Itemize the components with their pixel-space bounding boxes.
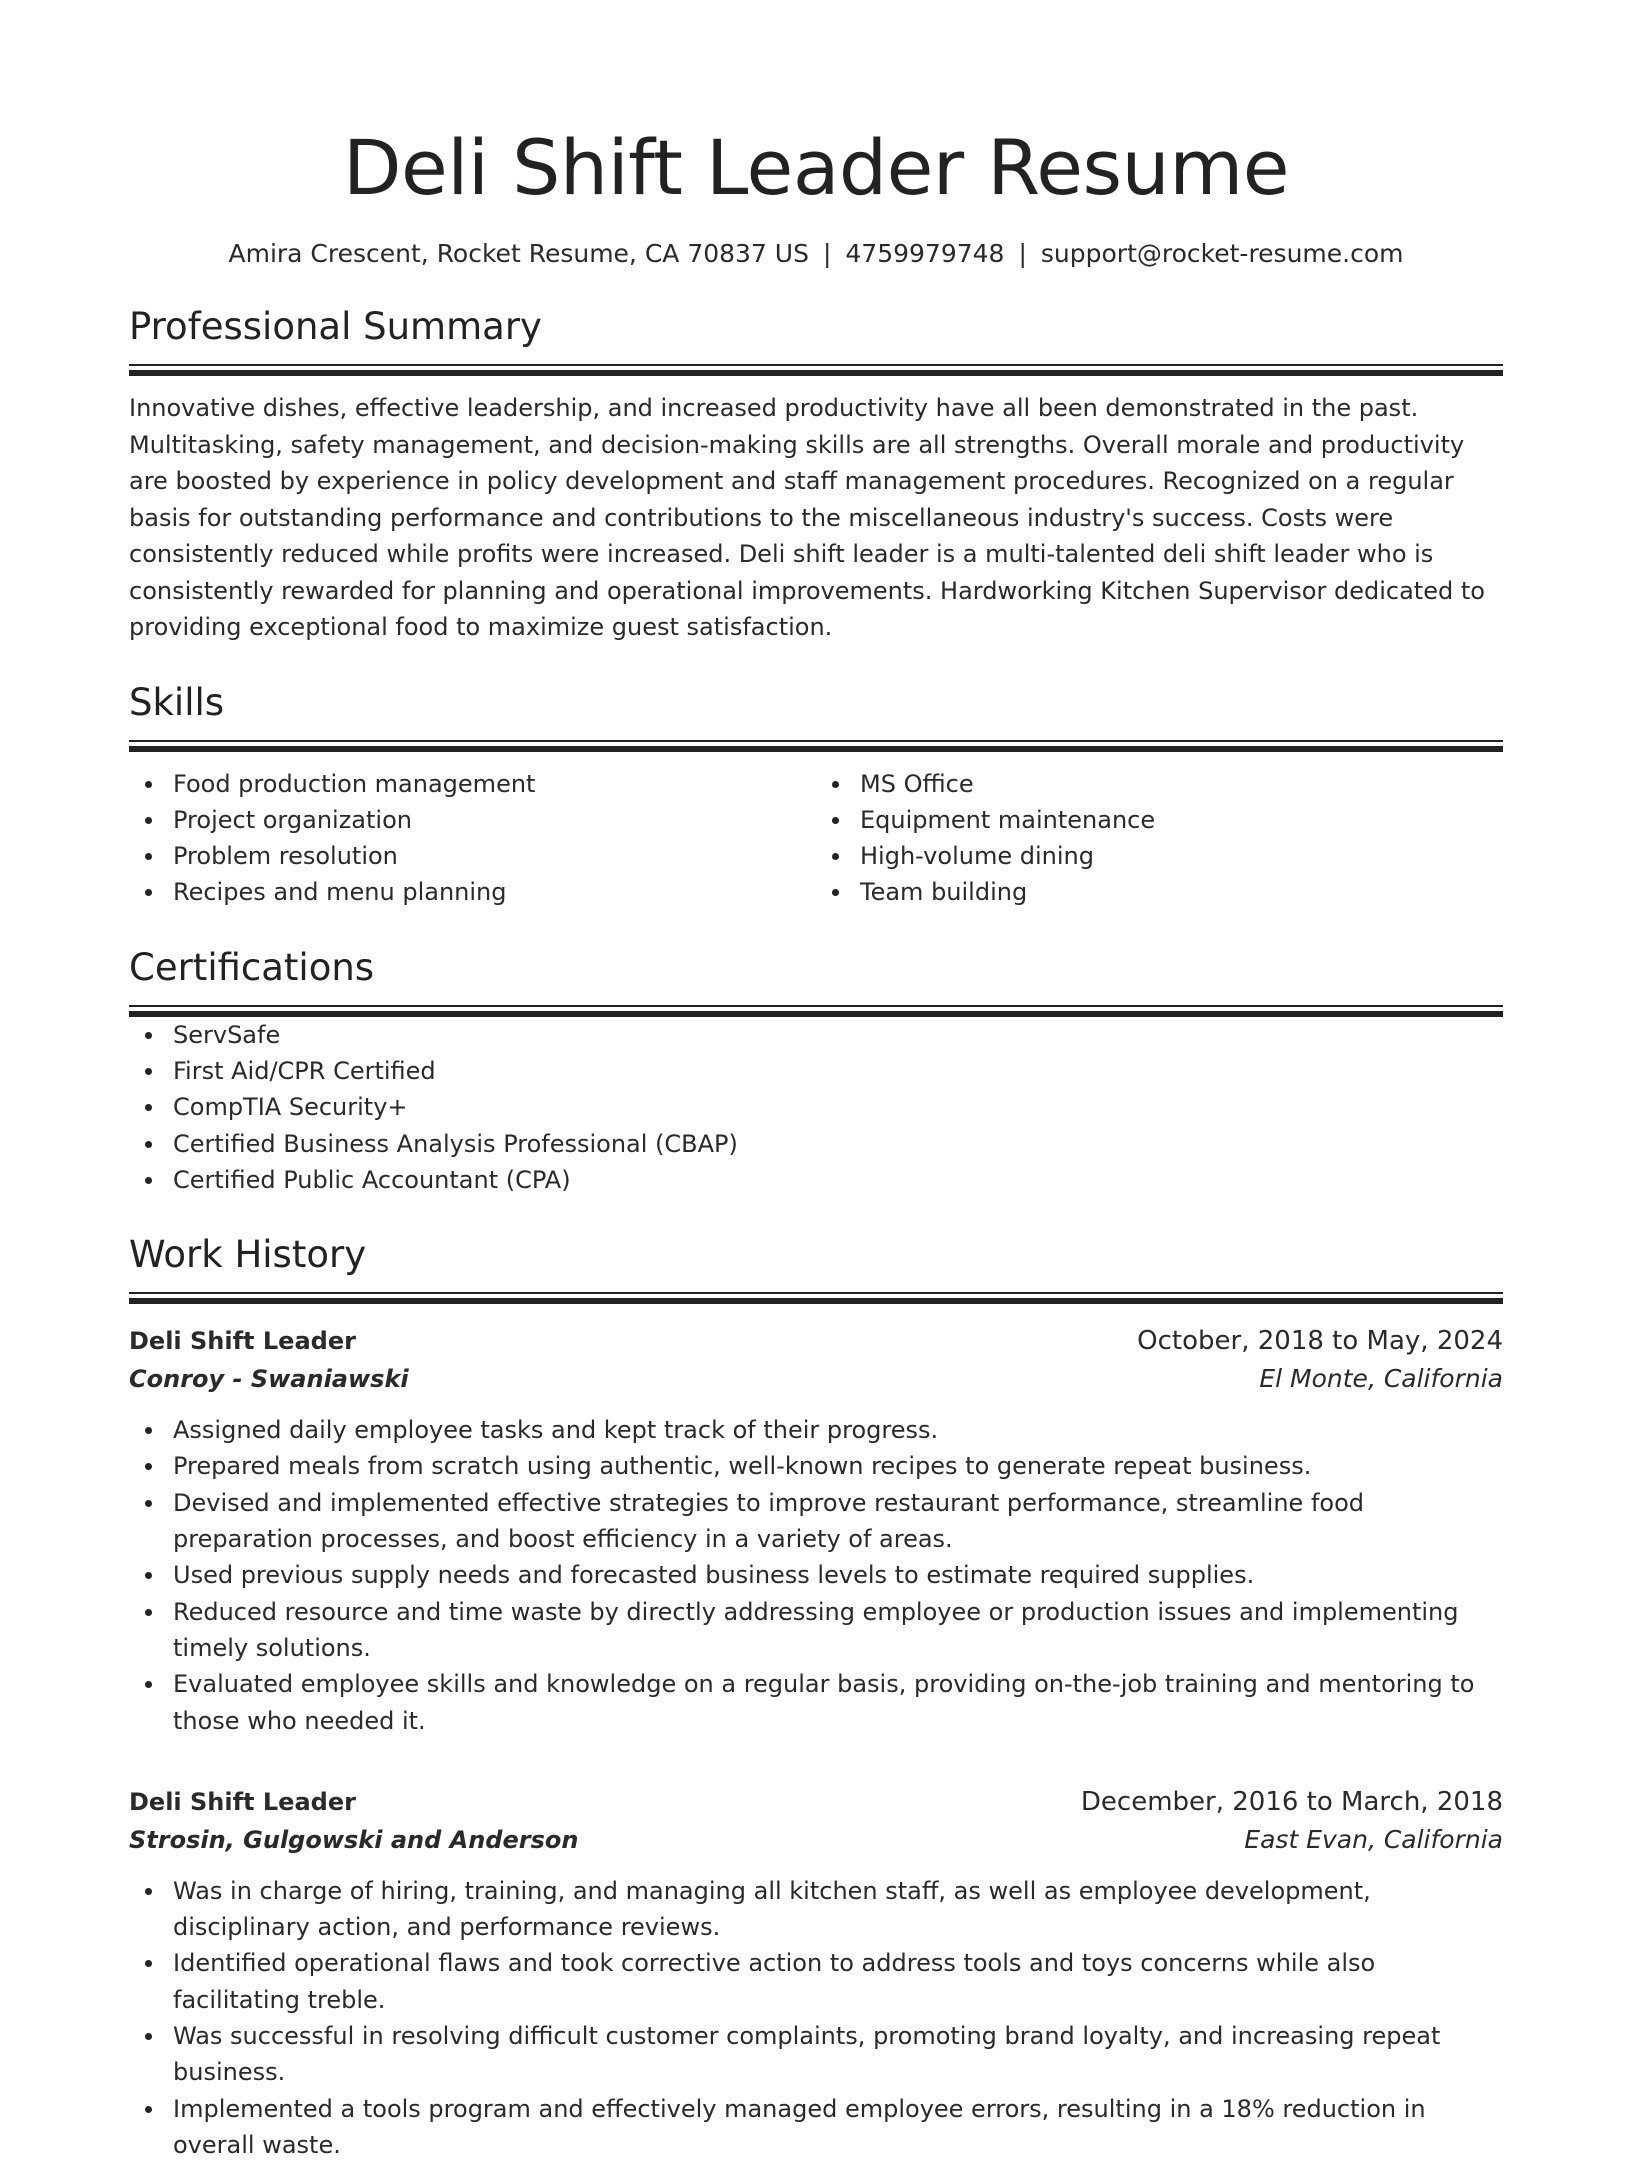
section-divider (129, 1005, 1503, 1017)
skills-list-right (816, 766, 1503, 911)
job-company: Strosin, Gulgowski and Anderson (129, 1825, 579, 1854)
job-location: El Monte, California (1259, 1364, 1503, 1394)
job-bullet: Reduced resource and time waste by directly addressing employee or production issues and implementing timely solutions. (173, 1594, 1503, 1667)
job-bullets (129, 1412, 1503, 1739)
skill-item: Food production management (173, 766, 816, 802)
job-bullet: Prepared meals from scratch using authentic, well-known recipes to generate repeat business. (173, 1448, 1503, 1484)
job-title: Deli Shift Leader (129, 1327, 356, 1356)
skills-section (129, 680, 1503, 911)
job-bullet: Assigned daily employee tasks and kept track of their progress. (173, 1412, 1503, 1448)
job-company-row (129, 1360, 1503, 1398)
job-bullet: Used previous supply needs and forecasted business levels to estimate required supplies. (173, 1557, 1503, 1593)
skill-item: Equipment maintenance (860, 802, 1503, 838)
skills-heading: Skills (129, 680, 225, 724)
skills-column-right (816, 766, 1503, 911)
job-header-row (129, 1322, 1503, 1360)
certification-item: Certified Public Accountant (CPA) (173, 1162, 1503, 1198)
contact-address: Amira Crescent, Rocket Resume, CA 70837 US (228, 239, 809, 268)
certification-item: ServSafe (173, 1017, 1503, 1053)
job-bullet: Identified operational flaws and took corrective action to address tools and toys concerns while also facilitating treble. (173, 1945, 1503, 2018)
job-company: Conroy - Swaniawski (129, 1365, 409, 1394)
skills-column-left (129, 766, 816, 911)
skill-item: Recipes and menu planning (173, 874, 816, 910)
skill-item: Project organization (173, 802, 816, 838)
job-bullet: Evaluated employee skills and knowledge on a regular basis, providing on-the-job training and mentoring to those who needed it. (173, 1666, 1503, 1739)
job-bullet: Implemented a tools program and effectively managed employee errors, resulting in a 18% reduction in overall waste. (173, 2091, 1503, 2163)
summary-heading: Professional Summary (129, 305, 542, 348)
certifications-list (129, 1017, 1503, 1198)
contact-phone: 4759979748 (845, 239, 1005, 268)
job-location: East Evan, California (1244, 1824, 1503, 1854)
job-company-row (129, 1821, 1503, 1859)
job-title: Deli Shift Leader (129, 1787, 356, 1816)
work-history-section (129, 1232, 1503, 2163)
job-bullet: Was successful in resolving difficult customer complaints, promoting brand loyalty, and increasing repeat business. (173, 2018, 1503, 2091)
resume-title: Deli Shift Leader Resume (342, 123, 1289, 212)
job-bullet: Devised and implemented effective strategies to improve restaurant performance, streamline food preparation processes, and boost efficiency in a variety of areas. (173, 1485, 1503, 1558)
certification-item: Certified Business Analysis Professional (CBAP) (173, 1126, 1503, 1162)
work-history-heading: Work History (129, 1233, 367, 1277)
skill-item: High-volume dining (860, 838, 1503, 874)
contact-separator: | (822, 239, 832, 268)
summary-text: Innovative dishes, effective leadership, and increased productivity have all been demonstrated in the past. Multitasking, safety management, and decision-making skills are all strengths. Overall morale and productivity are boosted by experience in policy development and staff management procedures. Recognized on a regular basis for outstanding performance and contributions to the miscellaneous industry's success. Costs were consistently reduced while profits were increased. Deli shift leader is a multi-talented deli shift leader who is consistently rewarded for planning and operational improvements. Hardworking Kitchen Supervisor dedicated to providing exceptional food to maximize guest satisfaction. (129, 394, 1485, 641)
job-header-row (129, 1783, 1503, 1821)
job-dates: December, 2016 to March, 2018 (1080, 1786, 1503, 1817)
certifications-section (129, 945, 1503, 1198)
job-entry (129, 1322, 1503, 1739)
job-bullet: Was in charge of hiring, training, and managing all kitchen staff, as well as employee development, disciplinary action, and performance reviews. (173, 1873, 1503, 1946)
certifications-heading: Certifications (129, 945, 375, 989)
job-bullets (129, 1873, 1503, 2163)
job-dates: October, 2018 to May, 2024 (1137, 1326, 1503, 1357)
contact-separator: | (1018, 239, 1027, 268)
certification-item: CompTIA Security+ (173, 1089, 1503, 1125)
skill-item: MS Office (860, 766, 1503, 802)
skills-list-left (129, 766, 816, 911)
contact-line (129, 238, 1503, 270)
section-divider (129, 364, 1503, 376)
skills-grid (129, 766, 1503, 911)
skill-item: Team building (860, 874, 1503, 910)
certification-item: First Aid/CPR Certified (173, 1053, 1503, 1089)
section-divider (129, 1292, 1503, 1304)
section-divider (129, 740, 1503, 752)
job-entry (129, 1783, 1503, 2163)
skill-item: Problem resolution (173, 838, 816, 874)
summary-section (129, 304, 1503, 646)
contact-email[interactable]: support@rocket-resume.com (1040, 239, 1404, 268)
